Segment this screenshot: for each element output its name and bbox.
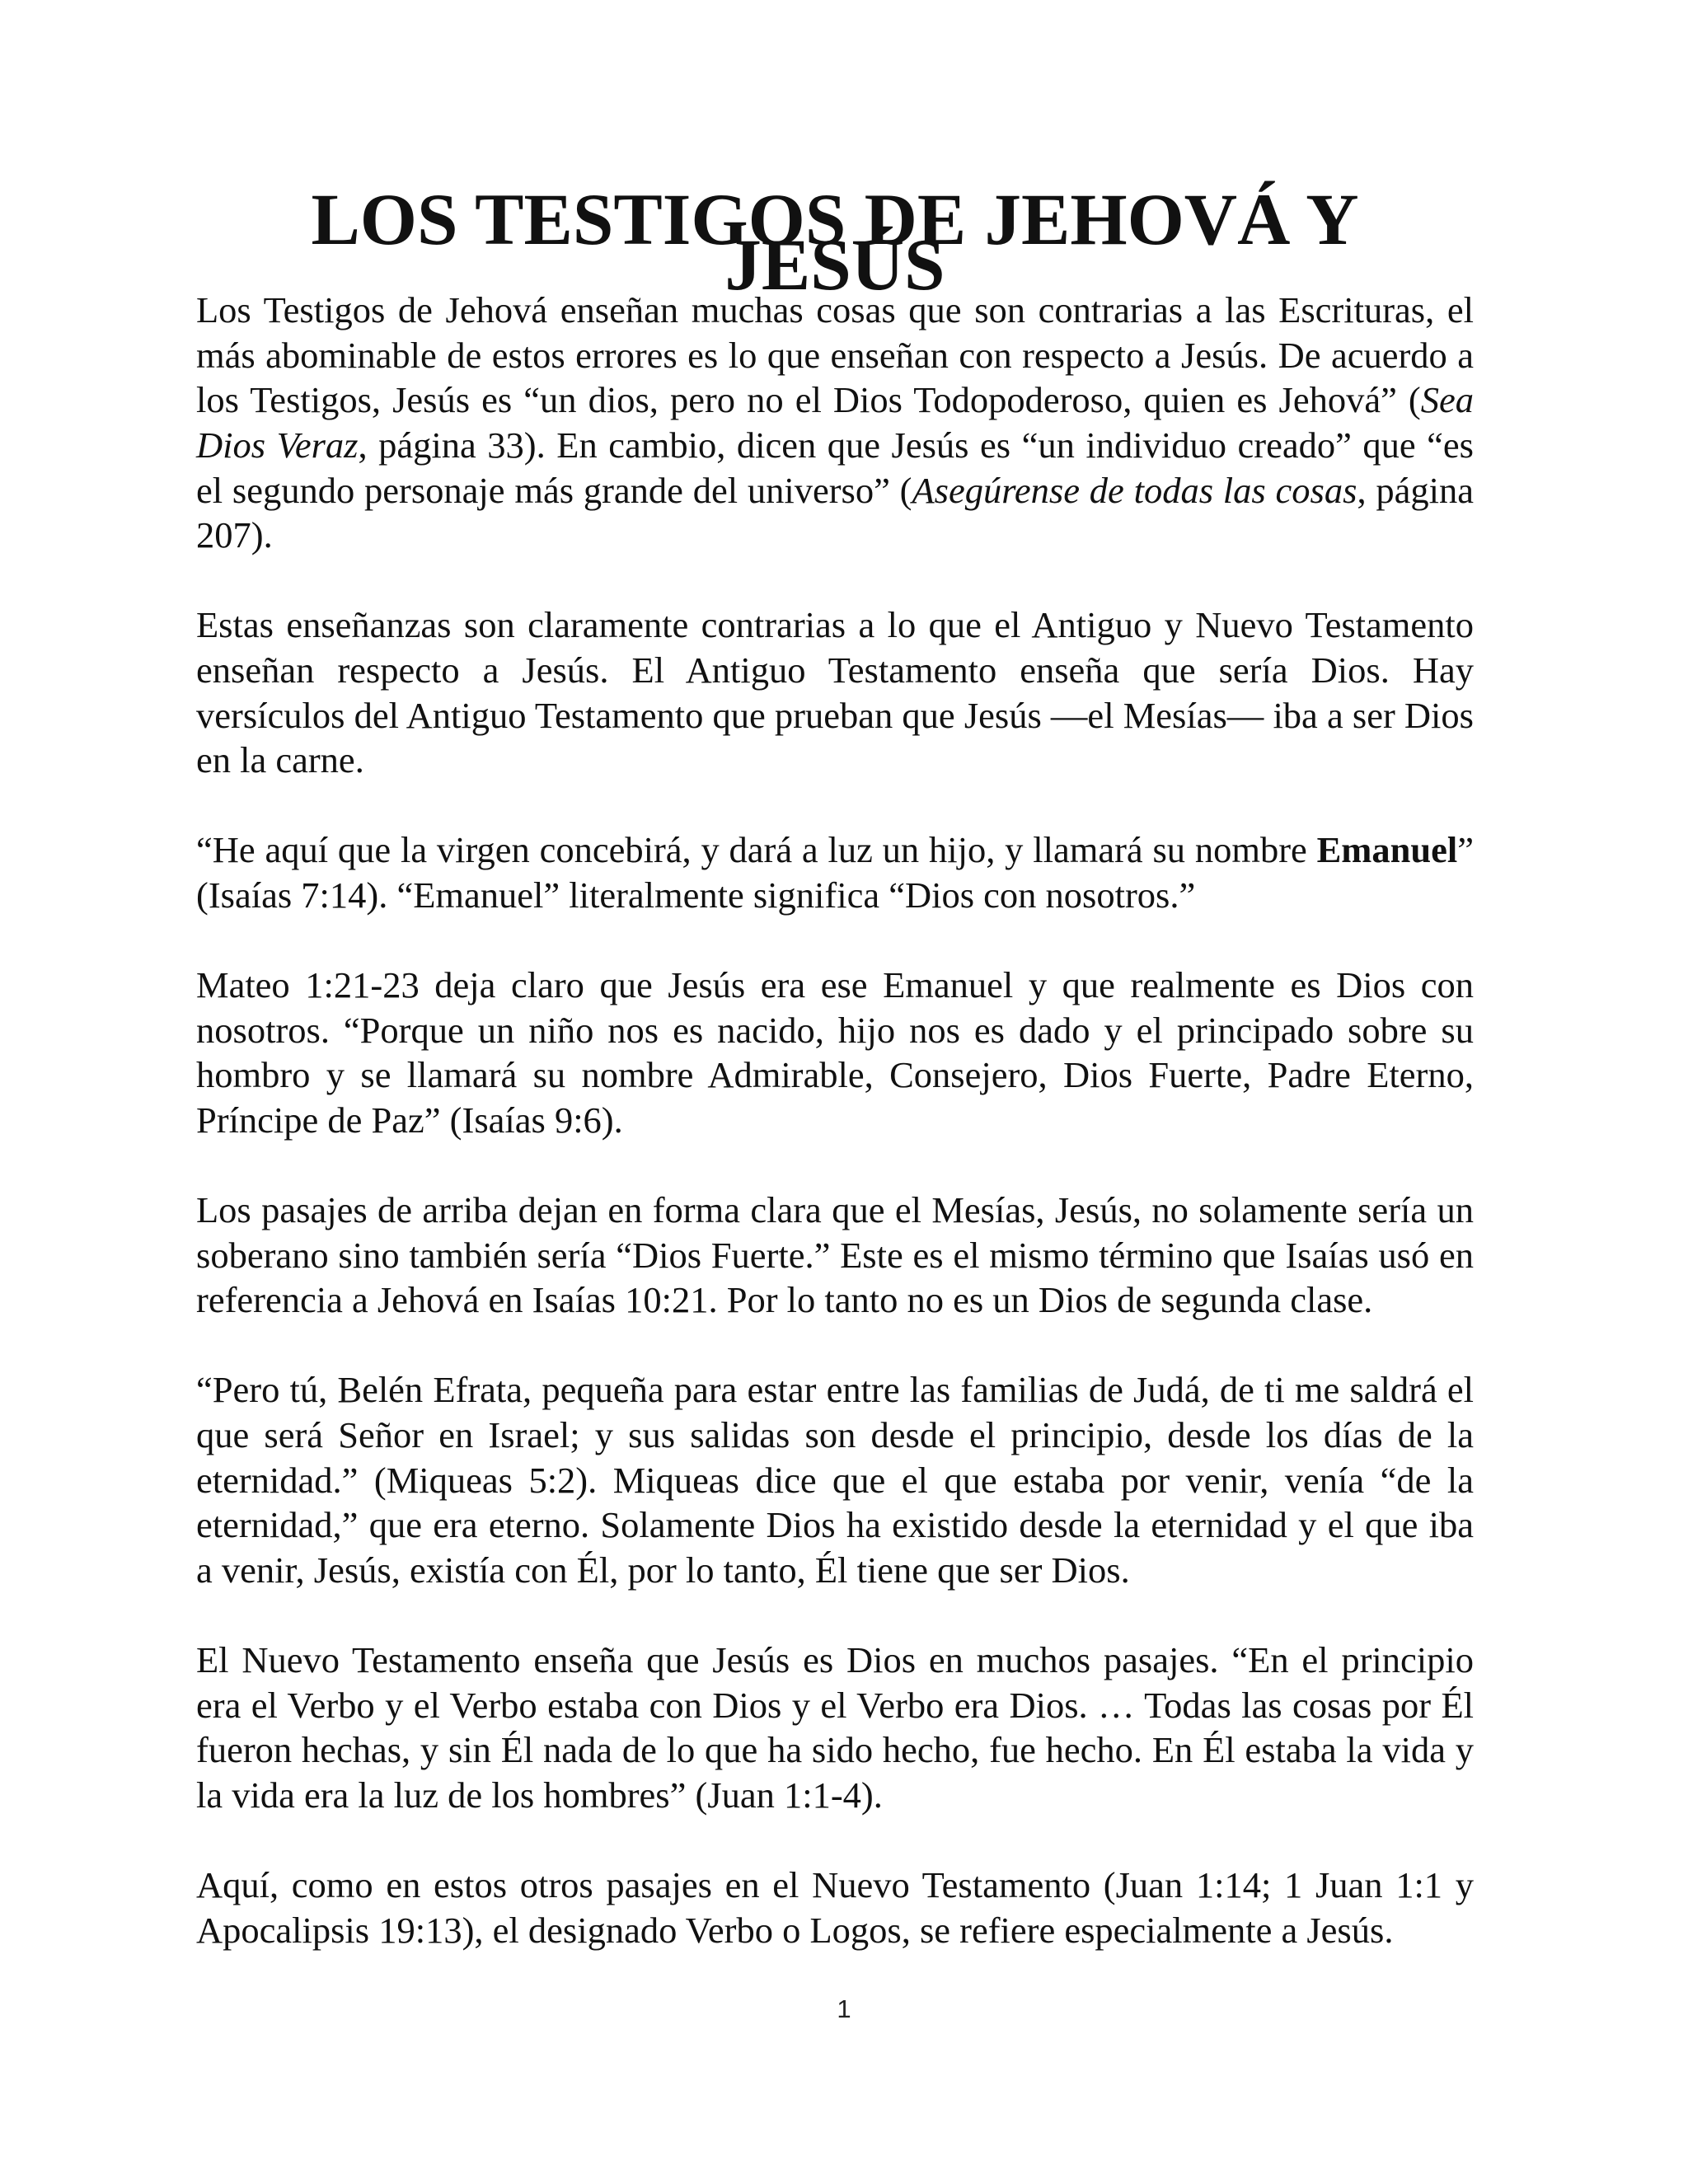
page-number: 1 (837, 1994, 851, 2023)
paragraph-3 (196, 827, 1474, 917)
paragraph-1-text: Los Testigos de Jehová enseñan muchas cosas que son contrarias a las Escrituras, el más abominable de estos errores es lo que enseñan con respecto a Jesús. De acuerdo a los Testigos, Jesús es “un dios, pero no el Dios Todopoderoso, quien es Jehová” ( (196, 289, 1474, 421)
paragraph-4: Mateo 1:21-23 deja claro que Jesús era ese Emanuel y que realmente es Dios con nosotros. “Porque un niño nos es nacido, hijo nos es dado y el principado sobre su hombro y se llamará su nombre Admirable, Consejero, Dios Fuerte, Padre Eterno, Príncipe de Paz” (Isaías 9:6). (196, 964, 1474, 1141)
book-title-sea-dios-veraz: Sea Dios Veraz (196, 379, 1474, 466)
paragraph-7: El Nuevo Testamento enseña que Jesús es Dios en muchos pasajes. “En el principio era el Verbo y el Verbo estaba con Dios y el Verbo era Dios. … Todas las cosas por Él fueron hechas, y sin Él nada de lo que ha sido hecho, fue hecho. En Él estaba la vida y la vida era la luz de los hombres” (Juan 1:1-4). (196, 1639, 1474, 1816)
document-title: LOS TESTIGOS DE JEHOVÁ Y JESÚS (311, 180, 1359, 306)
paragraph-3-start: “He aquí que la virgen concebirá, y dará a luz un hijo, y llamará su nombre (196, 829, 1317, 871)
paragraph-5: Los pasajes de arriba dejan en forma clara que el Mesías, Jesús, no solamente sería un soberano sino también sería “Dios Fuerte.” Este es el mismo término que Isaías usó en referencia a Jehová en Isaías 10:21. Por lo tanto no es un Dios de segunda clase. (196, 1189, 1474, 1321)
paragraph-6: “Pero tú, Belén Efrata, pequeña para estar entre las familias de Judá, de ti me saldrá el que será Señor en Israel; y sus salidas son desde el principio, desde los días de la eternidad.” (Miqueas 5:2). Miqueas dice que el que estaba por venir, venía “de la eternidad,” que era eterno. Solamente Dios ha existido desde la eternidad y el que iba a venir, Jesús, existía con Él, por lo tanto, Él tiene que ser Dios. (196, 1369, 1474, 1591)
emanuel-bold-word: Emanuel (1316, 829, 1458, 871)
paragraph-1-middle: , página 33). En cambio, dicen que Jesús es “un individuo creado” que “es el segundo personaje más grande del universo” ( (196, 424, 1474, 511)
document-page (196, 180, 1474, 1998)
paragraph-8: Aquí, como en estos otros pasajes en el Nuevo Testamento (Juan 1:14; 1 Juan 1:1 y Apocalipsis 19:13), el designado Verbo o Logos, se refiere especialmente a Jesús. (196, 1863, 1474, 1951)
book-title-asegurense: Asegúrense de todas las cosas (912, 469, 1357, 511)
paragraph-2: Estas enseñanzas son claramente contrarias a lo que el Antiguo y Nuevo Testamento enseñan respecto a Jesús. El Antiguo Testamento enseña que sería Dios. Hay versículos del Antiguo Testamento que prueban que Jesús —el Mesías— iba a ser Dios en la carne. (196, 604, 1474, 781)
paragraph-3-end: ” (Isaías 7:14). “Emanuel” literalmente significa “Dios con nosotros.” (196, 829, 1474, 916)
paragraph-1 (196, 288, 1474, 558)
paragraph-1-end: , página 207). (196, 469, 1474, 556)
